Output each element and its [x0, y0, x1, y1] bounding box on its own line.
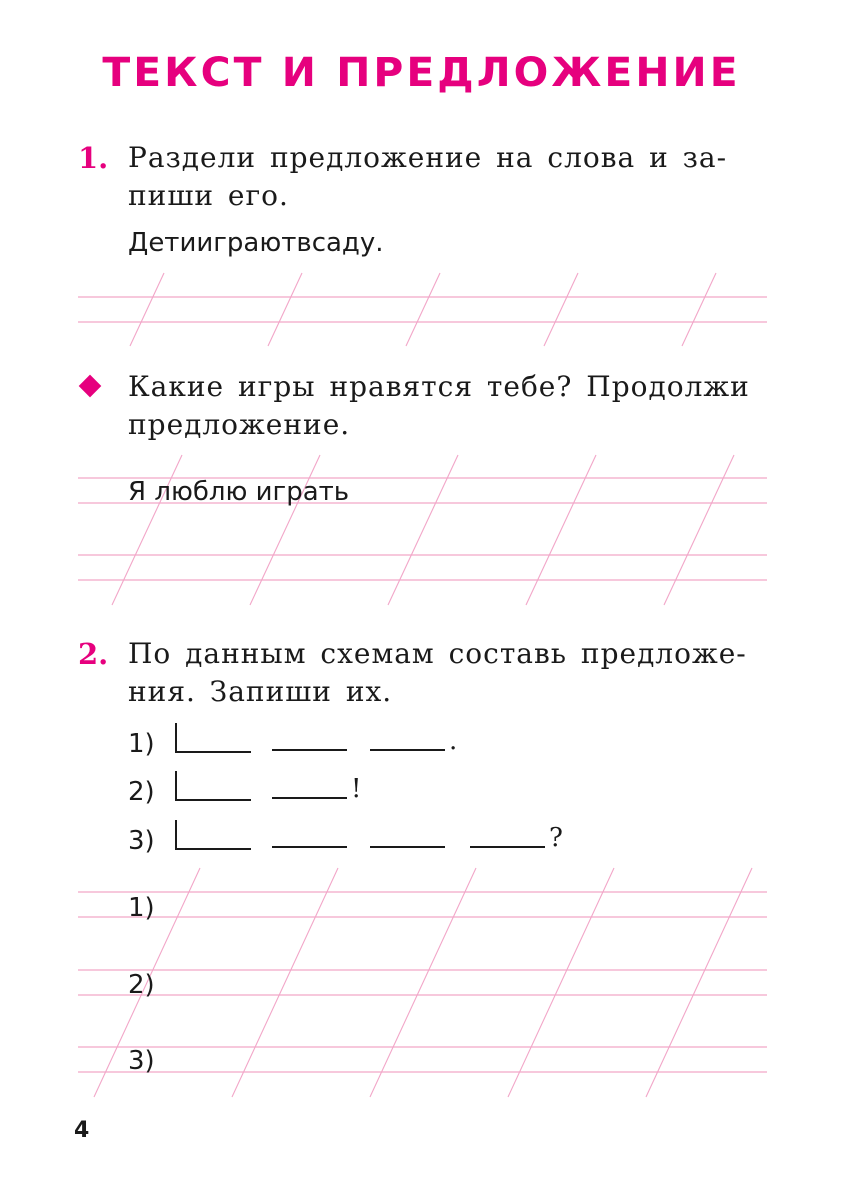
- scheme-2-label: 2): [128, 777, 155, 807]
- task-2-number: 2.: [78, 637, 109, 671]
- scheme-1-label: 1): [128, 729, 155, 759]
- scheme-word: [272, 846, 347, 848]
- answer-1-label: 1): [128, 893, 155, 923]
- scheme-word: [272, 797, 347, 799]
- scheme-capital-word: [175, 723, 251, 753]
- answer-2-label: 2): [128, 970, 155, 1000]
- task-1-number: 1.: [78, 141, 109, 175]
- bonus-task-starter: Я люблю играть: [128, 477, 350, 507]
- scheme-word: [470, 846, 545, 848]
- bonus-task-text-line-1: Какие игры нравятся тебе? Продолжи: [128, 370, 750, 403]
- task-1-sample-sentence: Детииграютвсаду.: [128, 228, 384, 258]
- task-2-text-line-2: ния. Запиши их.: [128, 675, 393, 708]
- scheme-3-end-mark: ?: [549, 823, 563, 853]
- task-1-text-line-1: Раздели предложение на слова и за-: [128, 141, 728, 174]
- scheme-word: [370, 749, 445, 751]
- page-title: ТЕКСТ И ПРЕДЛОЖЕНИЕ: [102, 50, 741, 96]
- scheme-3-label: 3): [128, 826, 155, 856]
- scheme-capital-word: [175, 820, 251, 850]
- bonus-task-text-line-2: предложение.: [128, 408, 351, 441]
- page-number: 4: [74, 1118, 90, 1143]
- scheme-1-end-mark: .: [449, 726, 458, 756]
- answer-3-label: 3): [128, 1046, 155, 1076]
- scheme-capital-word: [175, 771, 251, 801]
- scheme-word: [370, 846, 445, 848]
- scheme-word: [272, 749, 347, 751]
- scheme-2-end-mark: !: [351, 774, 362, 804]
- task-1-text-line-2: пиши его.: [128, 179, 289, 212]
- task-2-text-line-1: По данным схемам составь предложе-: [128, 637, 747, 670]
